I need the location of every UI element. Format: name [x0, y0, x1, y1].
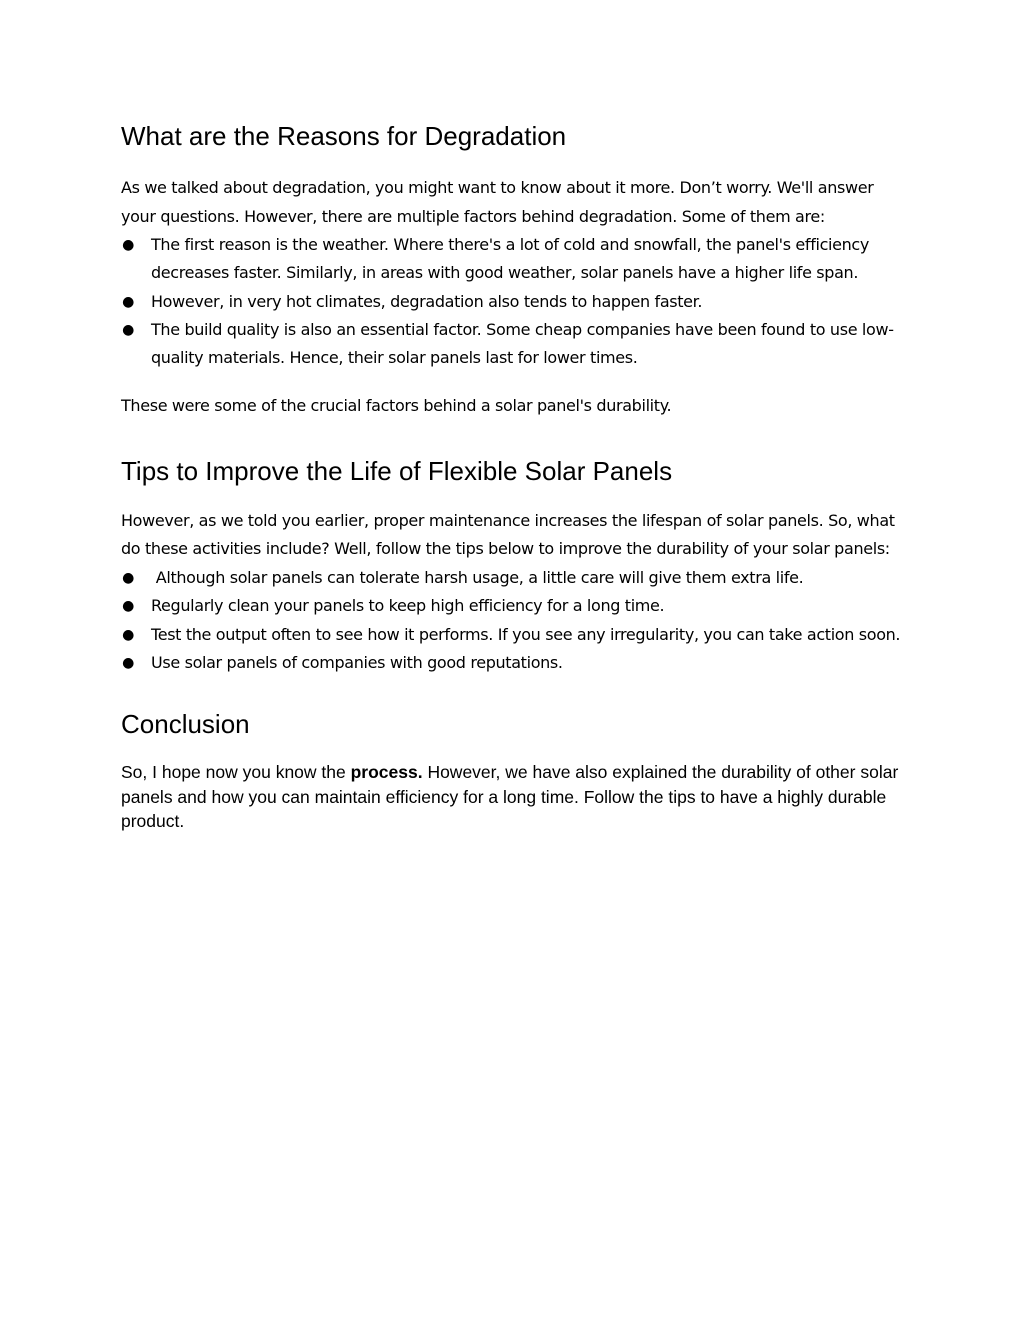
list-item-text: Use solar panels of companies with good reputations. [151, 652, 563, 672]
tips-intro-paragraph: However, as we told you earlier, proper maintenance increases the lifespan of solar panels. So, what do these activities include? Well, follow the tips below to improve the durability of your solar panels: [121, 510, 895, 559]
section-heading-conclusion: Conclusion [121, 709, 250, 740]
list-item-text: The first reason is the weather. Where there's a lot of cold and snowfall, the panel's efficiency decreases faster. Similarly, in areas with good weather, solar panels have a higher life span. [151, 235, 869, 283]
section-heading-tips: Tips to Improve the Life of Flexible Solar Panels [121, 455, 673, 486]
list-item [121, 649, 911, 677]
list-item [121, 316, 911, 373]
section-heading-degradation-reasons: What are the Reasons for Degradation [121, 121, 567, 151]
list-item-text: Although solar panels can tolerate harsh usage, a little care will give them extra life. [151, 567, 804, 587]
list-item [121, 231, 911, 288]
degradation-intro-paragraph: As we talked about degradation, you might want to know about it more. Don’t worry. We'll answer your questions. However, there are multiple factors behind degradation. Some of them are: [121, 178, 874, 226]
list-item-text: Regularly clean your panels to keep high efficiency for a long time. [151, 596, 665, 616]
bullet-icon: ● [122, 654, 134, 671]
bullet-icon: ● [122, 626, 134, 643]
bullet-icon: ● [122, 598, 134, 615]
list-item [121, 288, 911, 316]
document-page [121, 118, 911, 834]
bullet-icon: ● [122, 321, 134, 338]
conclusion-bold-word: process. [350, 762, 423, 783]
tips-list [121, 564, 911, 677]
bullet-icon: ● [122, 237, 134, 253]
list-item [121, 592, 911, 620]
degradation-reasons-list [121, 231, 911, 372]
list-item [121, 621, 911, 649]
list-item-text: The build quality is also an essential factor. Some cheap companies have been found to use low-quality materials. Hence, their solar panels last for lower times. [151, 319, 894, 368]
conclusion-text-start: So, I hope now you know the [121, 762, 351, 783]
bullet-icon: ● [122, 293, 134, 310]
conclusion-text-end: However, we have also explained the durability of other solar panels and how you can maintain efficiency for a long time. Follow the tips to have a highly durable product. [121, 762, 899, 832]
conclusion-paragraph [121, 760, 911, 834]
list-item-text: Test the output often to see how it performs. If you see any irregularity, you can take action soon. [151, 624, 901, 644]
degradation-closing-paragraph: These were some of the crucial factors behind a solar panel's durability. [121, 396, 672, 416]
list-item [121, 564, 911, 592]
list-item-text: However, in very hot climates, degradation also tends to happen faster. [151, 291, 703, 311]
bullet-icon: ● [122, 569, 134, 586]
